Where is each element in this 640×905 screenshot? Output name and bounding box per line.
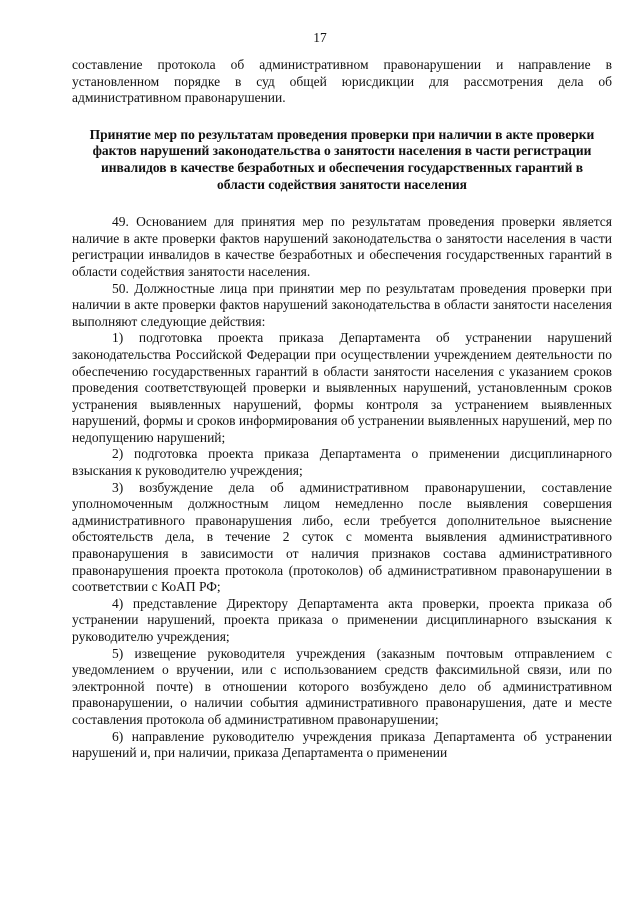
document-body	[72, 57, 612, 762]
paragraph-49: 49. Основанием для принятия мер по результатам проведения проверки является наличие в акте проверки фактов нарушений законодательства о занятости населения в части регистрации инвалидов в качестве безработных и обеспечения государственных гарантий в области содействия занятости населения.	[72, 214, 612, 279]
list-item-6: 6) направление руководителю учреждения приказа Департамента об устранении нарушений и, при наличии, приказа Департамента о применении	[72, 728, 612, 761]
section-heading: Принятие мер по результатам проведения проверки при наличии в акте проверки фактов нарушений законодательства о занятости населения в части регистрации инвалидов в качестве безработных и обеспечения государственных гарантий в области содействия занятости населения	[89, 126, 595, 192]
page-number: 17	[313, 30, 327, 45]
list-item-1: 1) подготовка проекта приказа Департамента об устранении нарушений законодательства Российской Федерации при осуществлении учреждением деятельности по обеспечению государственных гарантий в области занятости населения с указанием сроков проведения соответствующей проверки и выявленных нарушений, установленным сроков устранения выявленных нарушений, формы контроля за устранением выявленных нарушений, формы и сроков информирования об устранении выявленных нарушений, мер по недопущению нарушений;	[72, 330, 612, 445]
paragraph-50: 50. Должностные лица при принятии мер по результатам проведения проверки при наличии в акте проверки фактов нарушений законодательства в области занятости населения выполняют следующие действия:	[72, 280, 612, 329]
list-item-3: 3) возбуждение дела об административном правонарушении, составление уполномоченным должностным лицом немедленно после выявления совершения административного правонарушения либо, если требуется дополнительное выяснение обстоятельств дела, в течение 2 суток с момента выявления административного правонарушения в зависимости от наличия признаков состава административного правонарушения проекта протокола (протоколов) об административном правонарушении в соответствии с КоАП РФ;	[72, 479, 612, 595]
list-item-2: 2) подготовка проекта приказа Департамента о применении дисциплинарного взыскания к руководителю учреждения;	[72, 446, 612, 479]
intro-paragraph: составление протокола об административном правонарушении и направление в установленном порядке в суд общей юрисдикции для рассмотрения дела об административном правонарушении.	[72, 57, 612, 106]
list-item-4: 4) представление Директору Департамента акта проверки, проекта приказа об устранении нарушений, проекта приказа о применении дисциплинарного взыскания к руководителю учреждения;	[72, 595, 612, 644]
list-item-5: 5) извещение руководителя учреждения (заказным почтовым отправлением с уведомлением о вручении, или с использованием средств факсимильной связи, или по электронной почте) в отношении которого возбуждено дело об административном правонарушении, о наличии события административного правонарушения, дате и месте составления протокола об административном правонарушении;	[72, 645, 612, 727]
